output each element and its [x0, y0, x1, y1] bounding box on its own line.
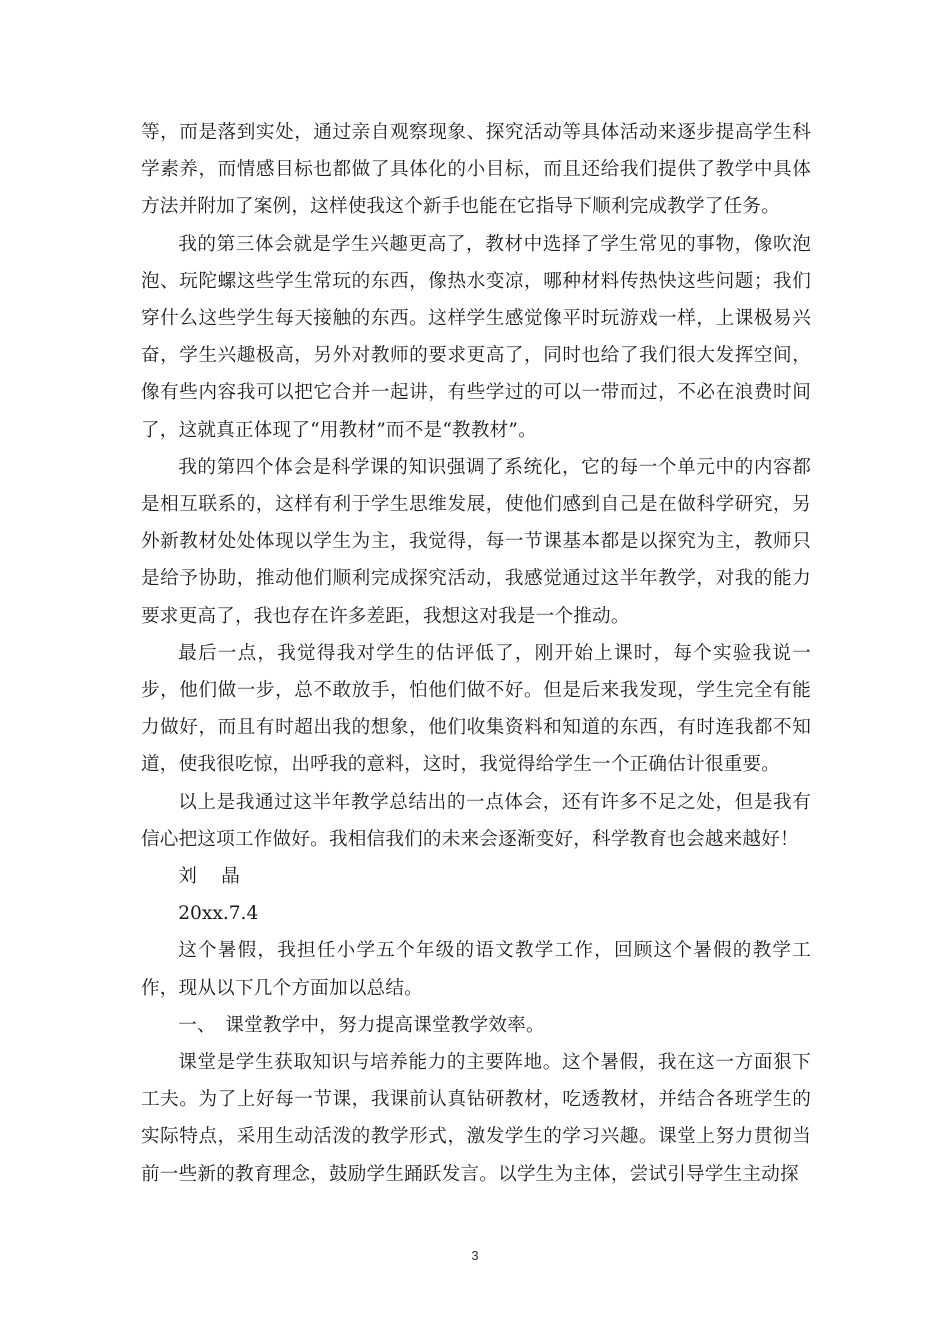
paragraph-4: 最后一点，我觉得我对学生的估评低了，刚开始上课时，每个实验我说一步，他们做一步，总不敢放手，怕他们做不好。但是后来我发现，学生完全有能力做好，而且有时超出我的想象，他们收集资料和知道的东西，有时连我都不知道，使我很吃惊，出呼我的意料，这时，我觉得给学生一个正确估计很重要。: [141, 642, 811, 776]
paragraph-7: 课堂是学生获取知识与培养能力的主要阵地。这个暑假，我在这一方面狠下工夫。为了上好每一节课，我课前认真钻研教材，吃透教材，并结合各班学生的实际特点，采用生动活泼的教学形式，激发学生的学习兴趣。课堂上努力贯彻当前一些新的教育理念，鼓励学生踊跃发言。以学生为主体，尝试引导学生主动探: [141, 1052, 811, 1185]
paragraph-3: 我的第四个体会是科学课的知识强调了系统化，它的每一个单元中的内容都是相互联系的，这样有利于学生思维发展，使他们感到自己是在做科学研究，另外新教材处处体现以学生为主，我觉得，每一节课基本都是以探究为主，教师只是给予协助，推动他们顺利完成探究活动，我感觉通过这半年教学，对我的能力要求更高了，我也存在许多差距，我想这对我是一个推动。: [141, 456, 811, 627]
document-body: [141, 114, 811, 1193]
paragraph-6: 这个暑假，我担任小学五个年级的语文教学工作，回顾这个暑假的教学工作，现从以下几个方面加以总结。: [141, 940, 811, 999]
paragraph-1: 等，而是落到实处，通过亲自观察现象、探究活动等具体活动来逐步提高学生科学素养，而情感目标也都做了具体化的小目标，而且还给我们提供了教学中具体方法并附加了案例，这样使我这个新手也能在它指导下顺利完成教学了任务。: [141, 122, 811, 218]
paragraph-2: 我的第三体会就是学生兴趣更高了，教材中选择了学生常见的事物，像吹泡泡、玩陀螺这些学生常玩的东西，像热水变凉，哪种材料传热快这些问题；我们穿什么这些学生每天接触的东西。这样学生感觉像平时玩游戏一样，上课极易兴奋，学生兴趣极高，另外对教师的要求更高了，同时也给了我们很大发挥空间，像有些内容我可以把它合并一起讲，有些学过的可以一带而过，不必在浪费时间了，这就真正体现了“用教材”而不是“教教材”。: [141, 233, 811, 441]
signature-date: 20xx.7.4: [178, 903, 259, 925]
paragraph-5: 以上是我通过这半年教学总结出的一点体会，还有许多不足之处，但是我有信心把这项工作做好。我相信我们的未来会逐渐变好，科学教育也会越来越好！: [141, 791, 811, 850]
signature-name: 刘 晶: [178, 866, 240, 888]
page-number: 3: [471, 1248, 479, 1263]
section-heading: 一、 课堂教学中，努力提高课堂教学效率。: [178, 1014, 545, 1036]
